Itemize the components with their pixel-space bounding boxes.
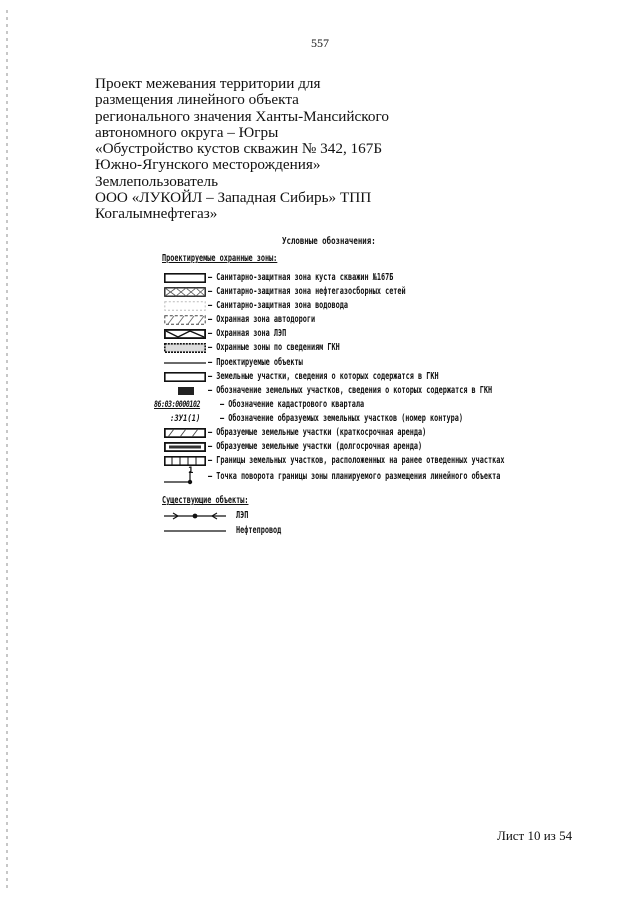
turning-point-icon: [164, 468, 206, 484]
allotted-plots-border-icon: [164, 456, 206, 466]
legend-row: [162, 327, 522, 341]
document-header: [95, 76, 415, 223]
formed-plots-number-icon: [170, 414, 212, 424]
sanitary-zone-oil-network-icon: [164, 287, 206, 297]
legend-row: [162, 440, 522, 454]
legend-label: – Образуемые земельные участки (краткосрочная аренда): [208, 427, 427, 439]
legend-row: [162, 509, 522, 524]
legend-label: – Охранная зона автодороги: [208, 314, 316, 326]
header-line: размещения линейного объекта: [95, 91, 299, 109]
bypass-road-zone-icon: [164, 315, 206, 325]
legend-label: – Санитарно-защитная зона куста скважин №167Б: [208, 272, 394, 283]
legend-row: [162, 356, 522, 370]
header-line: Когалымнефтегаз»: [95, 205, 218, 223]
legend-row: [162, 384, 522, 398]
long-term-lease-icon: [164, 442, 206, 452]
legend-label: – Проектируемые объекты: [208, 356, 303, 368]
sanitary-zone-water-icon: [164, 301, 206, 311]
legend-title: Условные обозначения:: [282, 236, 376, 247]
header-line: автономного округа – Югры: [95, 123, 279, 141]
land-plot-marker-icon: [164, 386, 206, 396]
legend-label: – Санитарно-защитная зона водовода: [208, 300, 349, 312]
legend-row: [162, 454, 522, 468]
page-number: 557: [311, 36, 329, 50]
legend-label: – Охранные зоны по сведениям ГКН: [208, 342, 340, 354]
sheet-number: Лист 10 из 54: [497, 828, 573, 843]
cadastral-quarter-icon: [154, 400, 214, 410]
legend-label: – Образуемые земельные участки (долгосрочная аренда): [208, 441, 423, 453]
cadastral-quarter-code: 86:03:0000102: [154, 399, 201, 410]
header-line: Проект межевания территории для: [95, 75, 321, 92]
legend-label: Нефтепровод: [236, 525, 282, 537]
header-line: ООО «ЛУКОЙЛ – Западная Сибирь» ТПП: [95, 189, 372, 207]
legend-row: [162, 313, 522, 327]
formed-plot-code: :ЗУ1(1): [170, 413, 201, 424]
header-line: Землепользователь: [95, 172, 219, 190]
legend-label: – Точка поворота границы зоны планируемого размещения линейного объекта: [208, 471, 501, 483]
legend-row: [162, 370, 522, 384]
legend: [154, 252, 522, 539]
legend-label: – Границы земельных участков, расположенных на ранее отведенных участках: [208, 455, 505, 467]
legend-label: – Санитарно-защитная зона нефтегазосборных сетей: [208, 286, 406, 298]
legend-label: – Обозначение кадастрового квартала: [220, 398, 365, 410]
turning-point-number: 1: [188, 466, 194, 477]
legend-row: [162, 341, 522, 355]
legend-row: [162, 285, 522, 299]
legend-row: [162, 412, 522, 426]
legend-label: ЛЭП: [236, 510, 249, 522]
power-line-icon: [164, 511, 226, 521]
short-term-lease-icon: [164, 428, 206, 438]
legend-row: [162, 524, 522, 539]
legend-row: [162, 271, 522, 285]
gkn-zone-icon: [164, 343, 206, 353]
margin-perforation: [6, 10, 8, 890]
legend-label: – Обозначение образуемых земельных участков (номер контура): [220, 412, 463, 424]
sanitary-zone-well-icon: [164, 273, 206, 283]
oil-pipeline-icon: [164, 526, 226, 536]
legend-label: – Обозначение земельных участков, сведения о которых содержатся в ГКН: [208, 384, 493, 396]
legend-projected-heading: Проектируемые охранные зоны:: [162, 253, 278, 264]
legend-label: – Земельные участки, сведения о которых содержатся в ГКН: [208, 370, 439, 382]
land-plots-gkn-icon: [164, 372, 206, 382]
legend-row: [162, 299, 522, 313]
header-line: Южно-Ягунского месторождения»: [95, 156, 321, 174]
legend-existing-heading: Существующие объекты:: [162, 495, 249, 507]
projected-objects-line-icon: [164, 358, 206, 368]
header-line: «Обустройство кустов скважин № 342, 167Б: [95, 140, 383, 158]
legend-row: [162, 426, 522, 440]
legend-row: [154, 398, 522, 412]
legend-label: – Охранная зона ЛЭП: [208, 328, 287, 340]
power-line-zone-icon: [164, 329, 206, 339]
legend-row: [162, 468, 522, 488]
header-line: регионального значения Ханты-Мансийского: [95, 107, 389, 125]
